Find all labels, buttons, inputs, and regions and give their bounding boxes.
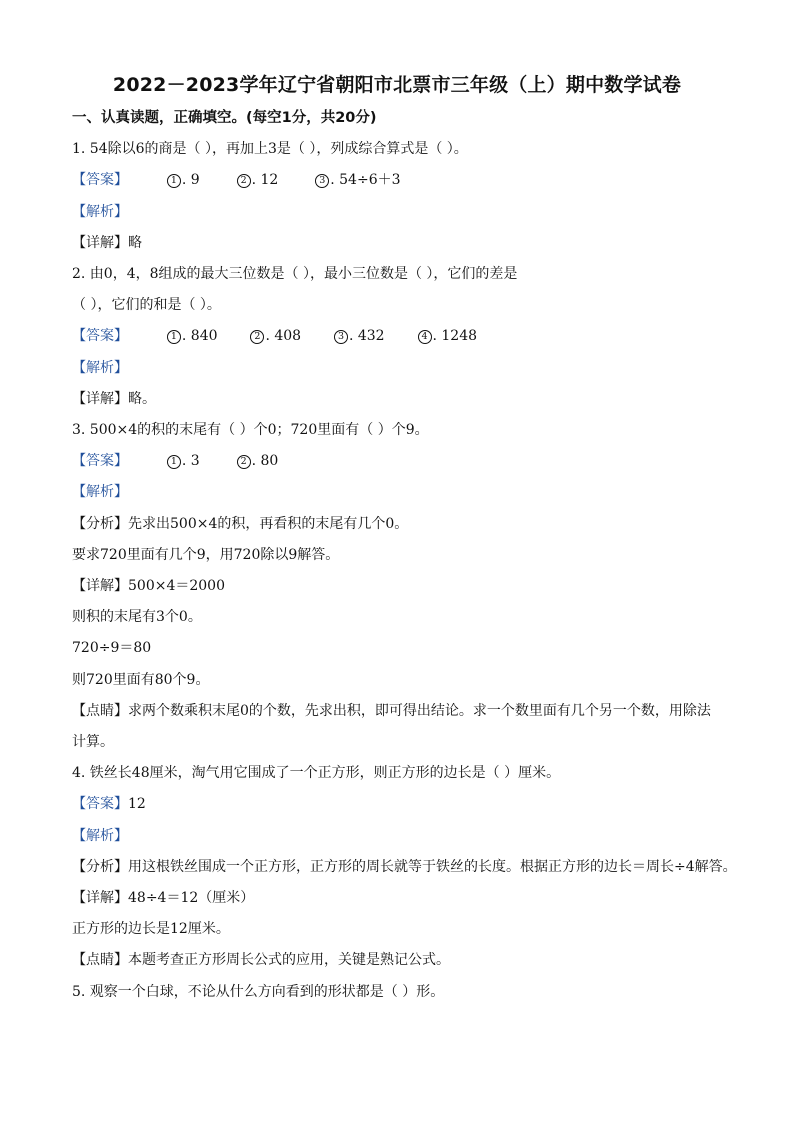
answer-row-3 bbox=[72, 451, 752, 471]
answer-row-2 bbox=[72, 326, 752, 346]
circled-number-icon: 1 bbox=[167, 455, 181, 469]
question-3: 3. 500×4的积的末尾有（ ）个0；720里面有（ ）个9。 bbox=[72, 422, 429, 438]
answer-item: 3 . 54÷6＋3 bbox=[315, 172, 400, 188]
circled-number-icon: 1 bbox=[167, 330, 181, 344]
circled-number-icon: 2 bbox=[250, 330, 264, 344]
detail-tag: 【详解】 bbox=[72, 578, 128, 594]
answer-item: 1 . 840 bbox=[167, 328, 218, 344]
analysis-heading: 【解析】 bbox=[72, 360, 128, 376]
analysis-3-cont: 要求720里面有几个9，用720除以9解答。 bbox=[72, 547, 340, 563]
detail-3-line: 720÷9＝80 bbox=[72, 640, 152, 656]
question-2-cont: （ ），它们的和是（ ）。 bbox=[72, 297, 221, 313]
note-tag: 【点睛】 bbox=[72, 952, 128, 968]
answer-item: 4 . 1248 bbox=[418, 328, 478, 344]
detail-tag: 【详解】 bbox=[72, 235, 128, 251]
circled-number-icon: 3 bbox=[334, 330, 348, 344]
answer-item: 2 . 80 bbox=[237, 453, 279, 469]
answer-item: 1 . 3 bbox=[167, 453, 200, 469]
circled-number-icon: 2 bbox=[237, 174, 251, 188]
detail-4-line: 正方形的边长是12厘米。 bbox=[72, 921, 230, 937]
detail-3-line: 则积的末尾有3个0。 bbox=[72, 609, 202, 625]
answer-item: 2 . 408 bbox=[250, 328, 301, 344]
note-3: 【点睛】求两个数乘积末尾0的个数，先求出积，即可得出结论。求一个数里面有几个另一个数，用除法 bbox=[72, 703, 711, 719]
analysis-4: 【分析】用这根铁丝围成一个正方形，正方形的周长就等于铁丝的长度。根据正方形的边长＝周长÷4解答。 bbox=[72, 859, 737, 875]
question-1: 1. 54除以6的商是（ ），再加上3是（ ），列成综合算式是（ ）。 bbox=[72, 141, 468, 157]
detail-4: 【详解】48÷4＝12（厘米） bbox=[72, 890, 255, 906]
answer-tag: 【答案】 bbox=[72, 796, 128, 812]
question-5: 5. 观察一个白球，不论从什么方向看到的形状都是（ ）形。 bbox=[72, 984, 445, 1000]
analysis-heading: 【解析】 bbox=[72, 828, 128, 844]
circled-number-icon: 1 bbox=[167, 174, 181, 188]
answer-value: 12 bbox=[128, 796, 146, 812]
answer-tag: 【答案】 bbox=[72, 453, 128, 469]
answer-tag: 【答案】 bbox=[72, 172, 128, 188]
note-tag: 【点睛】 bbox=[72, 703, 128, 719]
detail-tag: 【详解】 bbox=[72, 391, 128, 407]
detail-3: 【详解】500×4＝2000 bbox=[72, 578, 225, 594]
answer-item: 1 . 9 bbox=[167, 172, 200, 188]
analysis-3: 【分析】先求出500×4的积，再看积的末尾有几个0。 bbox=[72, 516, 409, 532]
note-4: 【点睛】本题考查正方形周长公式的应用，关键是熟记公式。 bbox=[72, 952, 450, 968]
detail-3-line: 则720里面有80个9。 bbox=[72, 672, 210, 688]
circled-number-icon: 4 bbox=[418, 330, 432, 344]
analysis-heading: 【解析】 bbox=[72, 204, 128, 220]
circled-number-icon: 2 bbox=[237, 455, 251, 469]
answer-row-4 bbox=[72, 794, 752, 814]
detail-tag: 【详解】 bbox=[72, 890, 128, 906]
section-heading: 一、认真读题，正确填空。(每空1分，共20分) bbox=[72, 110, 377, 126]
analysis-tag: 【分析】 bbox=[72, 516, 128, 532]
answer-row-1 bbox=[72, 170, 752, 190]
note-3-cont: 计算。 bbox=[72, 734, 114, 750]
answer-item: 3 . 432 bbox=[334, 328, 385, 344]
question-4: 4. 铁丝长48厘米，淘气用它围成了一个正方形，则正方形的边长是（ ）厘米。 bbox=[72, 765, 561, 781]
analysis-tag: 【分析】 bbox=[72, 859, 128, 875]
answer-tag: 【答案】 bbox=[72, 328, 128, 344]
analysis-heading: 【解析】 bbox=[72, 484, 128, 500]
page-title: 2022－2023学年辽宁省朝阳市北票市三年级（上）期中数学试卷 bbox=[112, 74, 682, 96]
detail-2: 【详解】略。 bbox=[72, 391, 156, 407]
detail-1: 【详解】略 bbox=[72, 235, 142, 251]
circled-number-icon: 3 bbox=[315, 174, 329, 188]
question-2: 2. 由0，4，8组成的最大三位数是（ ），最小三位数是（ ），它们的差是 bbox=[72, 266, 518, 282]
answer-item: 2 . 12 bbox=[237, 172, 279, 188]
